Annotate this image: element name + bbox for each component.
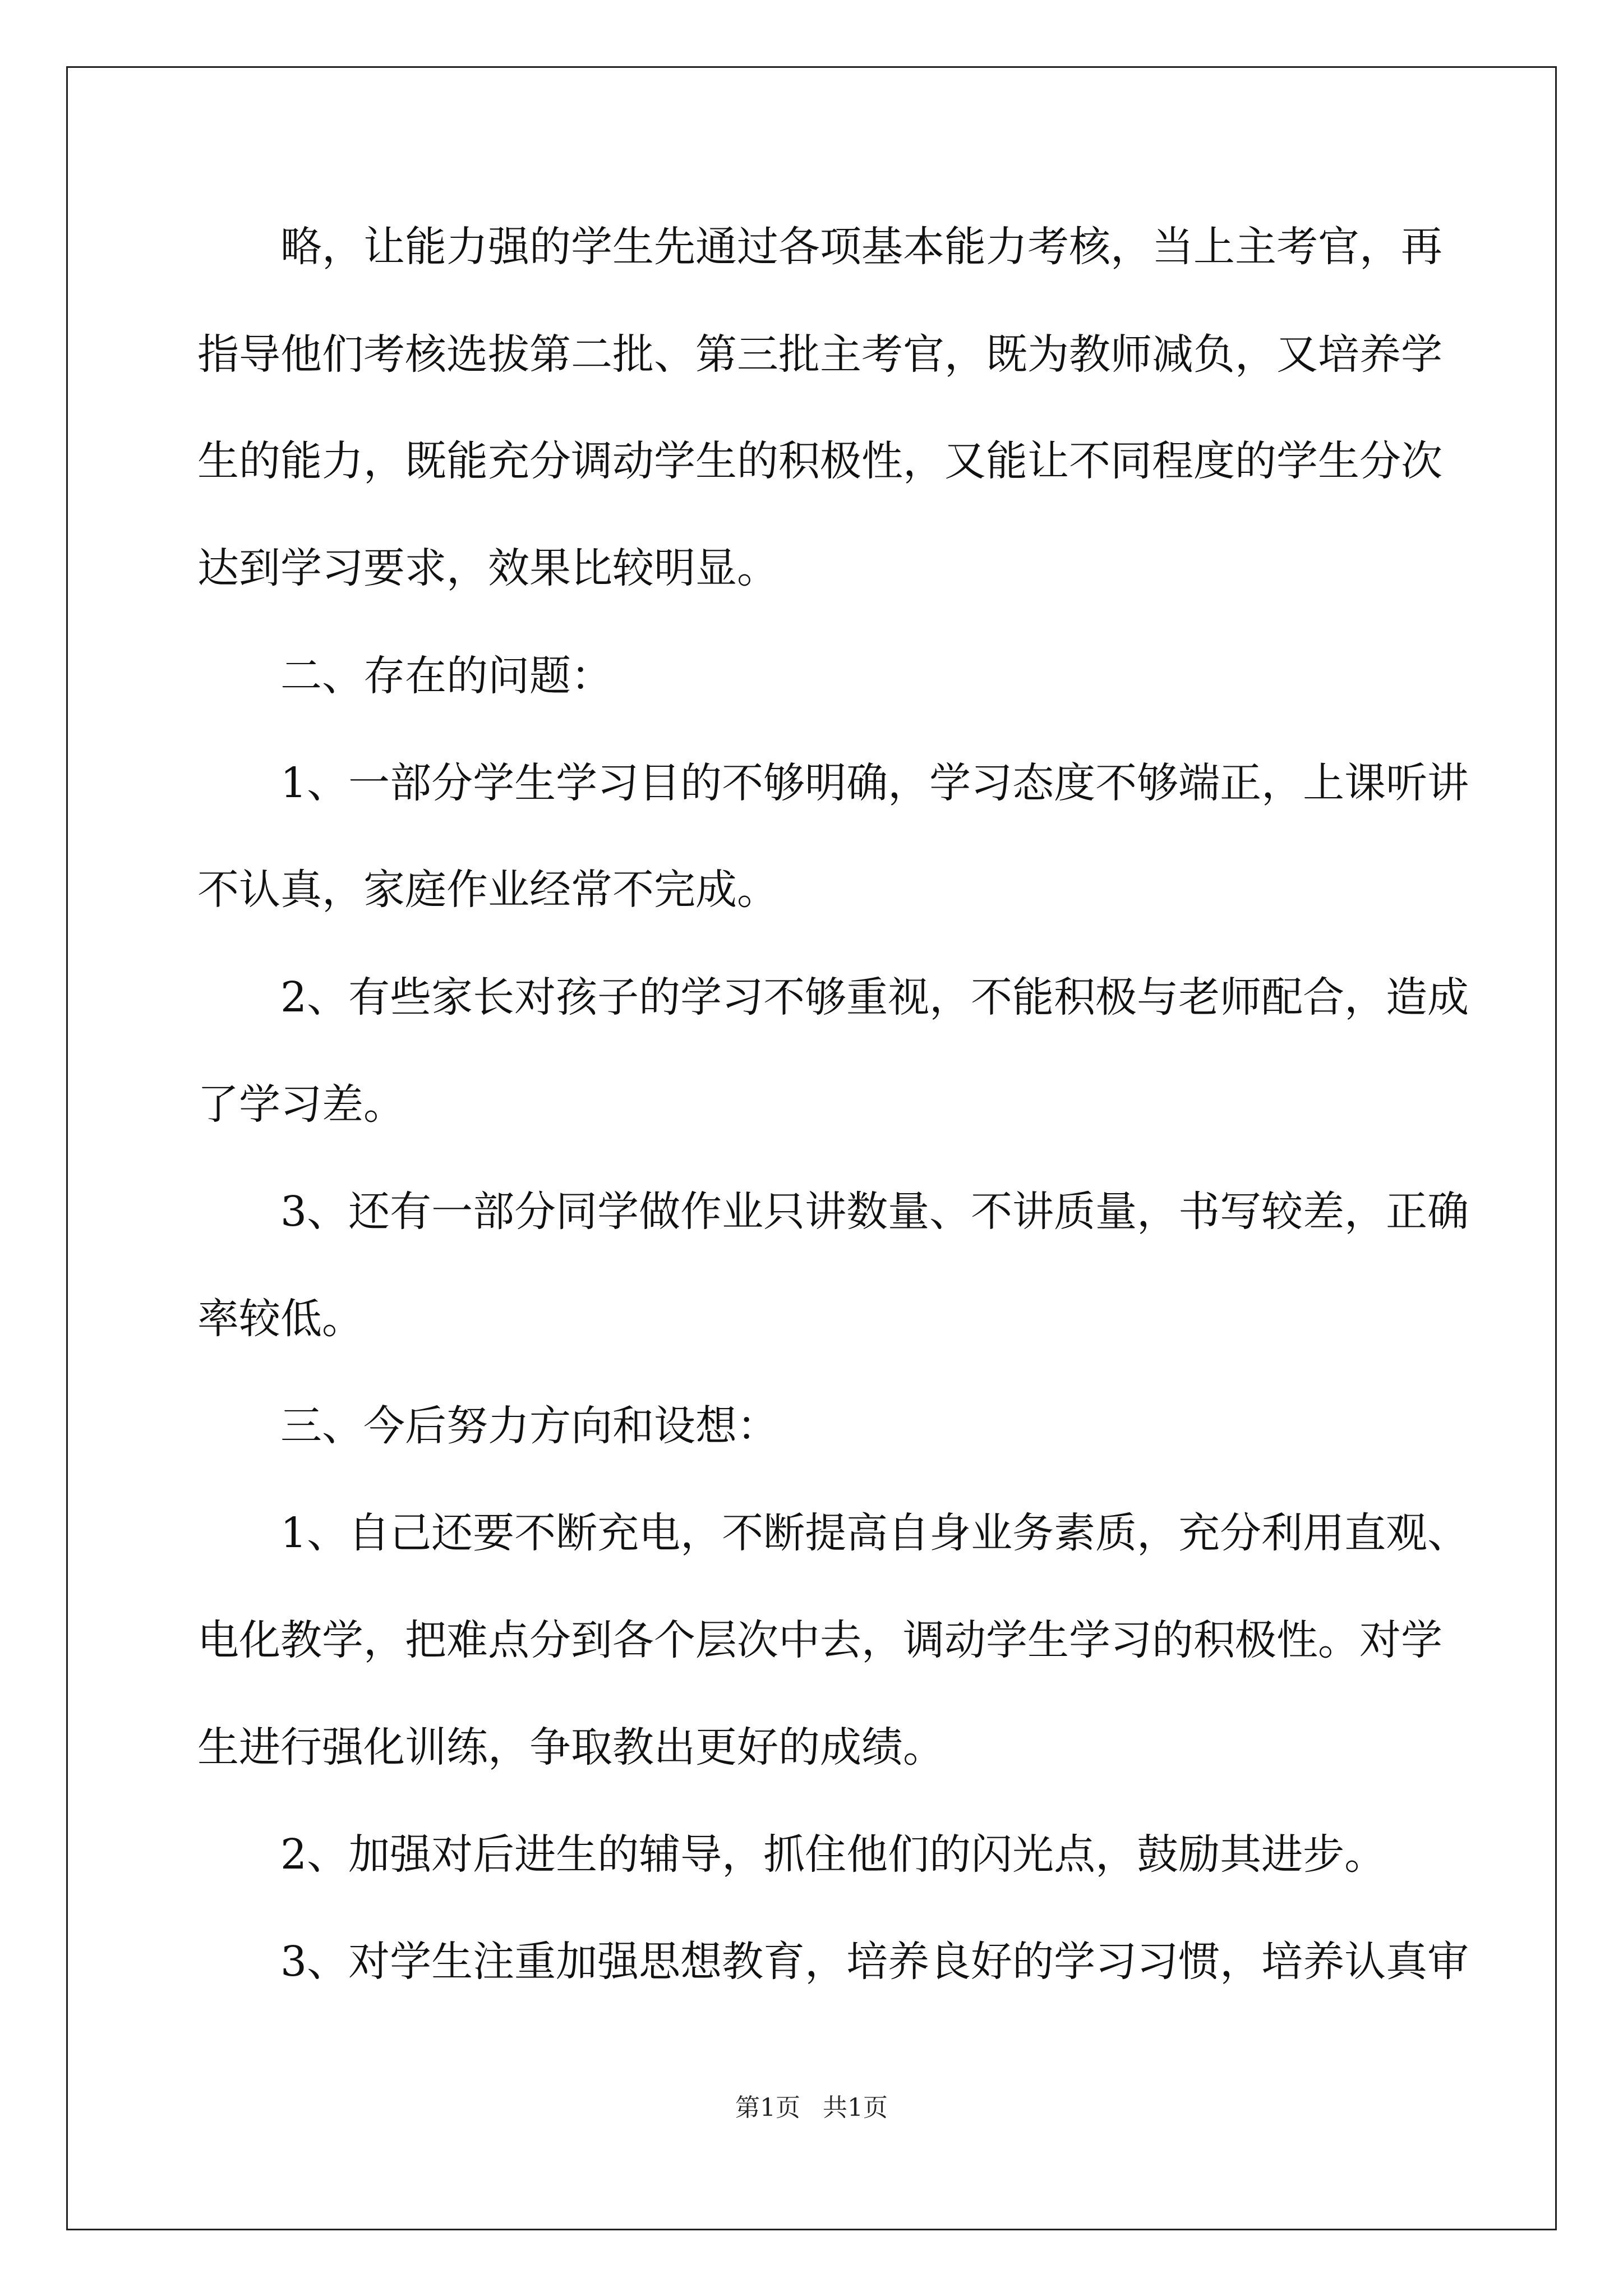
page-border: [66, 66, 1557, 2230]
text-line: 生进行强化训练，争取教出更好的成绩。: [197, 1723, 944, 1772]
text-line: 二、存在的问题：: [197, 652, 612, 700]
text-line: 2、加强对后进生的辅导，抓住他们的闪光点，鼓励其进步。: [197, 1830, 1386, 1879]
text-line: 3、还有一部分同学做作业只讲数量、不讲质量，书写较差，正确: [197, 1188, 1469, 1236]
page-total: 共1页: [823, 2093, 888, 2122]
text-line: 率较低。: [197, 1295, 363, 1343]
page-footer: [0, 2091, 1623, 2125]
text-line: 2、有些家长对孩子的学习不够重视，不能积极与老师配合，造成: [197, 973, 1469, 1022]
text-line: 指导他们考核选拔第二批、第三批主考官，既为教师减负，又培养学: [197, 330, 1442, 379]
page-number: 第1页: [735, 2093, 800, 2122]
text-line: 电化教学，把难点分到各个层次中去，调动学生学习的积极性。对学: [197, 1616, 1442, 1664]
text-line: 略，让能力强的学生先通过各项基本能力考核，当上主考官，再: [197, 223, 1442, 271]
text-line: 1、自己还要不断充电，不断提高自身业务素质，充分利用直观、: [197, 1509, 1469, 1557]
text-line: 达到学习要求，效果比较明显。: [197, 544, 778, 592]
text-line: 生的能力，既能充分调动学生的积极性，又能让不同程度的学生分次: [197, 437, 1442, 485]
text-line: 不认真，家庭作业经常不完成。: [197, 866, 778, 914]
text-line: 3、对学生注重加强思想教育，培养良好的学习习惯，培养认真审: [197, 1938, 1469, 1986]
text-line: 三、今后努力方向和设想：: [197, 1402, 778, 1450]
text-line: 了学习差。: [197, 1080, 405, 1129]
text-line: 1、一部分学生学习目的不够明确，学习态度不够端正，上课听讲: [197, 759, 1469, 807]
